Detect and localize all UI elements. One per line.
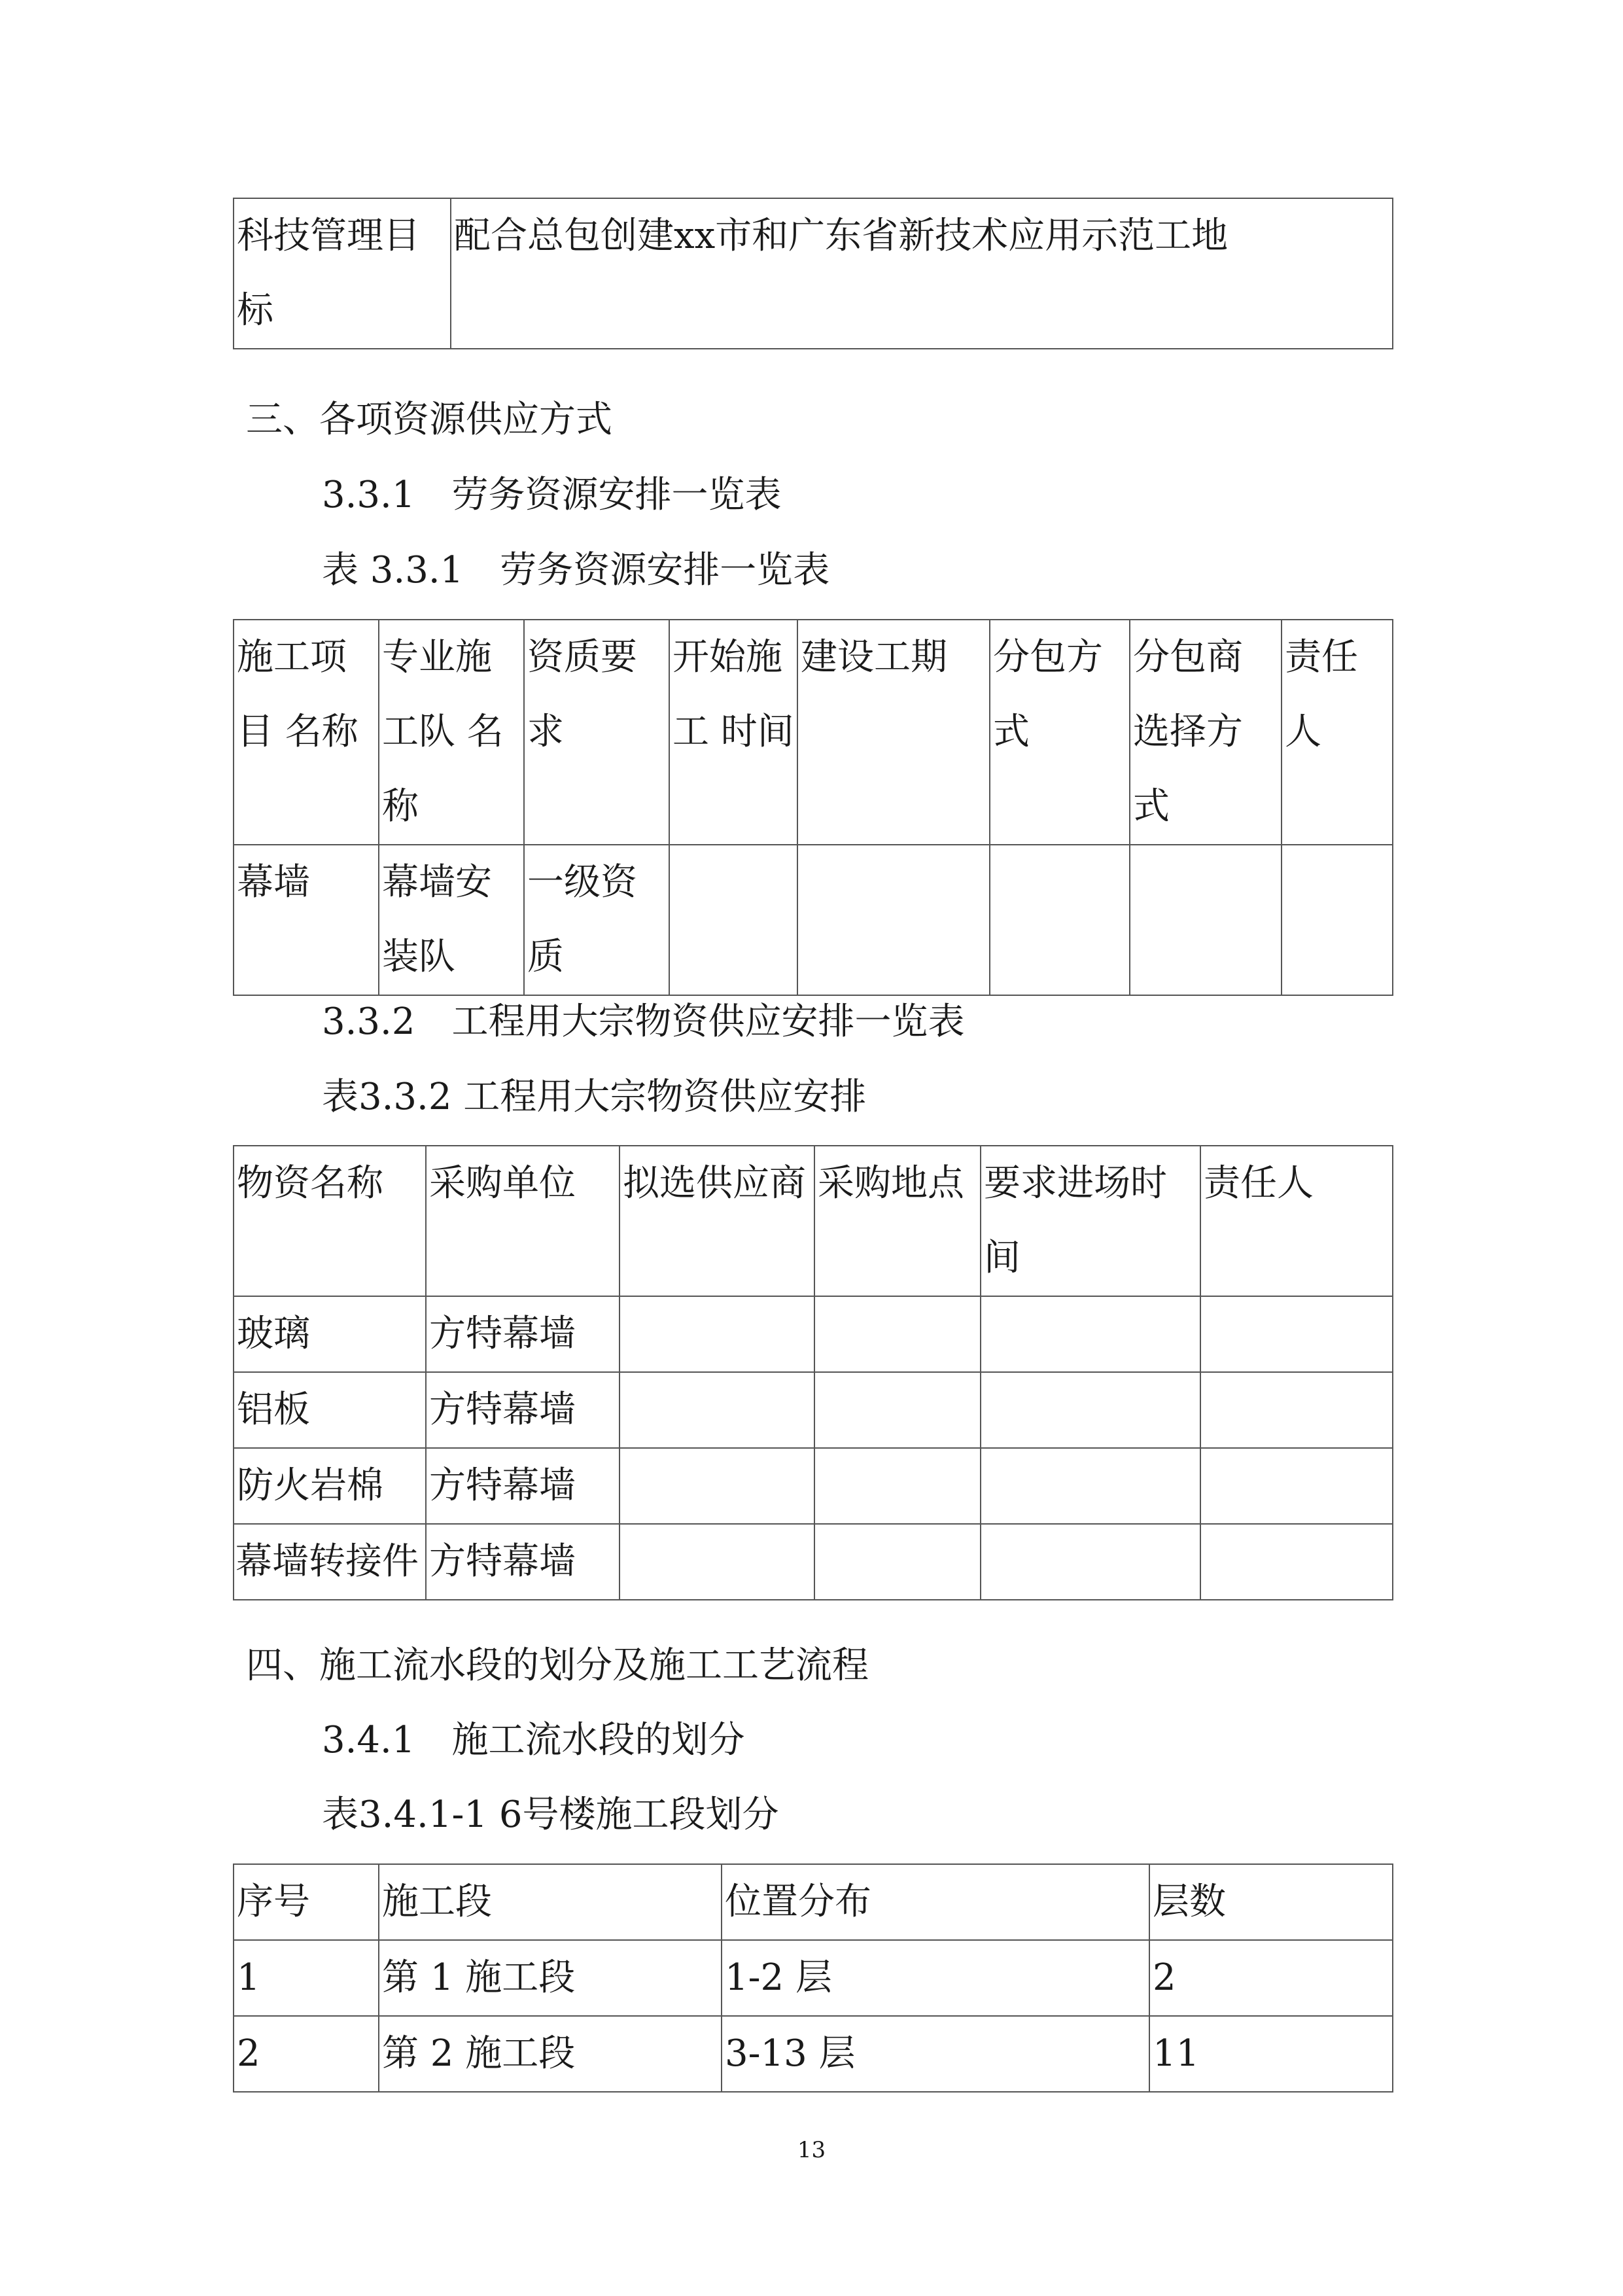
table-cell [797,845,990,995]
table-row [234,198,1393,349]
table-cell: 第 2 施工段 [379,2016,722,2092]
column-header: 建设工期 [797,620,990,845]
subsection-3-4-1-title: 3.4.1 施工流水段的划分 [322,1719,745,1761]
material-supply-table [233,1145,1393,1600]
table-cell: 1 [234,1940,379,2016]
table-row [234,1448,1393,1524]
page-number: 13 [797,2137,826,2163]
table-header-row [234,620,1393,845]
table-cell: 一级资质 [524,845,669,995]
table-cell: 配合总包创建xx市和广东省新技术应用示范工地 [451,198,1393,349]
table-cell [814,1372,981,1448]
table-header-row [234,1864,1393,1940]
table-cell [669,845,797,995]
column-header: 资质要求 [524,620,669,845]
table-cell [620,1448,814,1524]
column-header: 施工项目 名称 [234,620,379,845]
table-cell: 幕墙转接件 [234,1524,426,1600]
table-cell [620,1524,814,1600]
table-row [234,1940,1393,2016]
table-cell: 幕墙 [234,845,379,995]
column-header: 要求进场时间 [981,1146,1200,1296]
table-row [234,1524,1393,1600]
table-cell [981,1296,1200,1372]
table-cell [814,1524,981,1600]
table-cell: 铝板 [234,1372,426,1448]
column-header: 层数 [1149,1864,1393,1940]
table-cell [1200,1296,1393,1372]
tech-goal-table [233,198,1393,349]
table-3-3-1-caption: 表 3.3.1 劳务资源安排一览表 [322,549,830,592]
table-row [234,2016,1393,2092]
table-cell: 3-13 层 [722,2016,1149,2092]
table-cell: 2 [234,2016,379,2092]
labor-resource-table [233,619,1393,996]
table-cell [990,845,1130,995]
table-row [234,845,1393,995]
table-cell [1130,845,1282,995]
table-cell: 11 [1149,2016,1393,2092]
column-header: 序号 [234,1864,379,1940]
subsection-3-3-1-title: 3.3.1 劳务资源安排一览表 [322,474,782,516]
table-cell: 科技管理目标 [234,198,451,349]
table-cell: 方特幕墙 [426,1524,620,1600]
table-cell [981,1524,1200,1600]
table-cell [814,1296,981,1372]
section-3-heading: 三、各项资源供应方式 [246,398,612,441]
table-cell [1200,1448,1393,1524]
table-cell [620,1372,814,1448]
table-row [234,1372,1393,1448]
table-cell: 方特幕墙 [426,1448,620,1524]
table-3-3-2-caption: 表3.3.2 工程用大宗物资供应安排 [322,1076,867,1118]
column-header: 专业施工队 名称 [379,620,524,845]
column-header: 物资名称 [234,1146,426,1296]
construction-segment-table [233,1863,1393,2093]
table-cell: 1-2 层 [722,1940,1149,2016]
column-header: 开始施工 时间 [669,620,797,845]
table-cell [1200,1372,1393,1448]
table-cell: 方特幕墙 [426,1372,620,1448]
table-cell: 幕墙安装队 [379,845,524,995]
section-4-heading: 四、施工流水段的划分及施工工艺流程 [246,1644,869,1687]
column-header: 分包商选择方式 [1130,620,1282,845]
column-header: 施工段 [379,1864,722,1940]
table-header-row [234,1146,1393,1296]
table-cell [814,1448,981,1524]
table-cell: 防火岩棉 [234,1448,426,1524]
column-header: 分包方式 [990,620,1130,845]
table-cell: 方特幕墙 [426,1296,620,1372]
table-cell [620,1296,814,1372]
table-3-4-1-1-caption: 表3.4.1-1 6号楼施工段划分 [322,1793,779,1836]
table-cell [981,1372,1200,1448]
table-cell: 玻璃 [234,1296,426,1372]
subsection-3-3-2-title: 3.3.2 工程用大宗物资供应安排一览表 [322,1000,965,1043]
table-cell [1282,845,1393,995]
table-row [234,1296,1393,1372]
table-cell [981,1448,1200,1524]
column-header: 位置分布 [722,1864,1149,1940]
table-cell: 2 [1149,1940,1393,2016]
column-header: 采购单位 [426,1146,620,1296]
column-header: 拟选供应商 [620,1146,814,1296]
table-cell: 第 1 施工段 [379,1940,722,2016]
table-cell [1200,1524,1393,1600]
column-header: 责任人 [1282,620,1393,845]
column-header: 采购地点 [814,1146,981,1296]
column-header: 责任人 [1200,1146,1393,1296]
